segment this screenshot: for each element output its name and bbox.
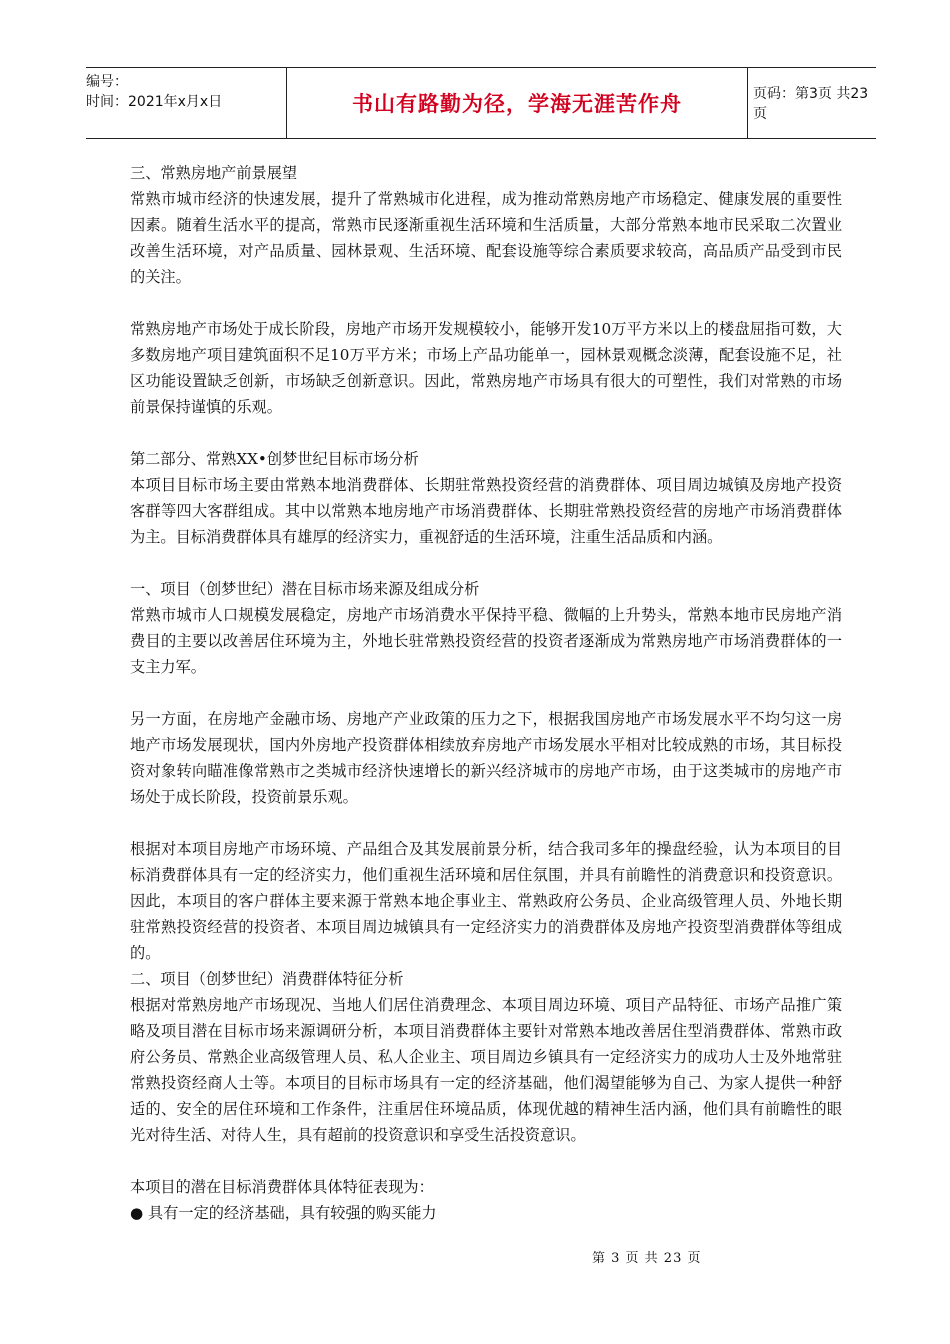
header-motto-cell [286,68,748,138]
paragraph: 另一方面，在房地产金融市场、房地产产业政策的压力之下，根据我国房地产市场发展水平不均匀这一房地产市场发展现状，国内外房地产投资群体相续放弃房地产市场发展水平相对比较成熟的市场，其目标投资对象转向瞄准像常熟市之类城市经济快速增长的新兴经济城市的房地产市场，由于这类城市的房地产市场处于成长阶段，投资前景乐观。 [130,710,842,806]
footer-page-number: 第 3 页 共 23 页 [592,1251,702,1266]
paragraph: 常熟市城市人口规模发展稳定，房地产市场消费水平保持平稳、微幅的上升势头，常熟本地市民房地产消费目的主要以改善居住环境为主，外地长驻常熟投资经营的投资者逐渐成为常熟房地产市场消费群体的一支主力军。 [130,606,842,676]
document-number-label: 编号： [86,74,128,90]
bullet-dot-icon: ● [130,1204,144,1222]
paragraph: 根据对本项目房地产市场环境、产品组合及其发展前景分析，结合我司多年的操盘经验，认为本项目的目标消费群体具有一定的经济实力，他们重视生活环境和居住氛围，并具有前瞻性的消费意识和投资意识。因此，本项目的客户群体主要来源于常熟本地企事业主、常熟政府公务员、企业高级管理人员、外地长期驻常熟投资经营的投资者、本项目周边城镇具有一定经济实力的消费群体及房地产投资型消费群体等组成的。 [130,840,842,962]
page-header [86,67,876,139]
paragraph: 本项目目标市场主要由常熟本地消费群体、长期驻常熟投资经营的消费群体、项目周边城镇及房地产投资客群等四大客群组成。其中以常熟本地房地产市场消费群体、长期驻常熟投资经营的房地产市场消费群体为主。目标消费群体具有雄厚的经济实力，重视舒适的生活环境，注重生活品质和内涵。 [130,476,842,546]
part-heading: 第二部分、常熟XX•创梦世纪目标市场分析 [130,450,419,468]
header-meta [86,68,286,142]
bullet-text: 具有一定的经济基础，具有较强的购买能力 [148,1204,437,1222]
paragraph: 常熟市城市经济的快速发展，提升了常熟城市化进程，成为推动常熟房地产市场稳定、健康发展的重要性因素。随着生活水平的提高，常熟市民逐渐重视生活环境和生活质量，大部分常熟本地市民采取二次置业改善生活环境，对产品质量、园林景观、生活环境、配套设施等综合素质要求较高，高品质产品受到市民的关注。 [130,190,842,286]
document-body [130,160,842,1226]
header-page-cell [747,68,876,138]
paragraph: 常熟房地产市场处于成长阶段，房地产市场开发规模较小，能够开发10万平方米以上的楼盘屈指可数，大多数房地产项目建筑面积不足10万平方米；市场上产品功能单一，园林景观概念淡薄，配套设施不足，社区功能设置缺乏创新，市场缺乏创新意识。因此，常熟房地产市场具有很大的可塑性，我们对常熟的市场前景保持谨慎的乐观。 [130,320,842,416]
paragraph: 本项目的潜在目标消费群体具体特征表现为： [130,1178,434,1196]
header-motto: 书山有路勤为径，学海无涯苦作舟 [352,92,682,116]
header-page-label: 页码：第3页 共23页 [753,86,869,122]
section-heading: 三、常熟房地产前景展望 [130,164,298,182]
bullet-item [130,1200,842,1226]
section-heading: 二、项目（创梦世纪）消费群体特征分析 [130,970,404,988]
paragraph: 根据对常熟房地产市场现况、当地人们居住消费理念、本项目周边环境、项目产品特征、市场产品推广策略及项目潜在目标市场来源调研分析，本项目消费群体主要针对常熟本地改善居住型消费群体、常熟市政府公务员、常熟企业高级管理人员、私人企业主、项目周边乡镇具有一定经济实力的成功人士及外地常驻常熟投资经商人士等。本项目的目标市场具有一定的经济基础，他们渴望能够为自己、为家人提供一种舒适的、安全的居住环境和工作条件，注重居住环境品质，体现优越的精神生活内涵，他们具有前瞻性的眼光对待生活、对待人生，具有超前的投资意识和享受生活投资意识。 [130,996,842,1144]
section-heading: 一、项目（创梦世纪）潜在目标市场来源及组成分析 [130,580,480,598]
document-time-label: 时间：2021年x月x日 [86,94,223,110]
